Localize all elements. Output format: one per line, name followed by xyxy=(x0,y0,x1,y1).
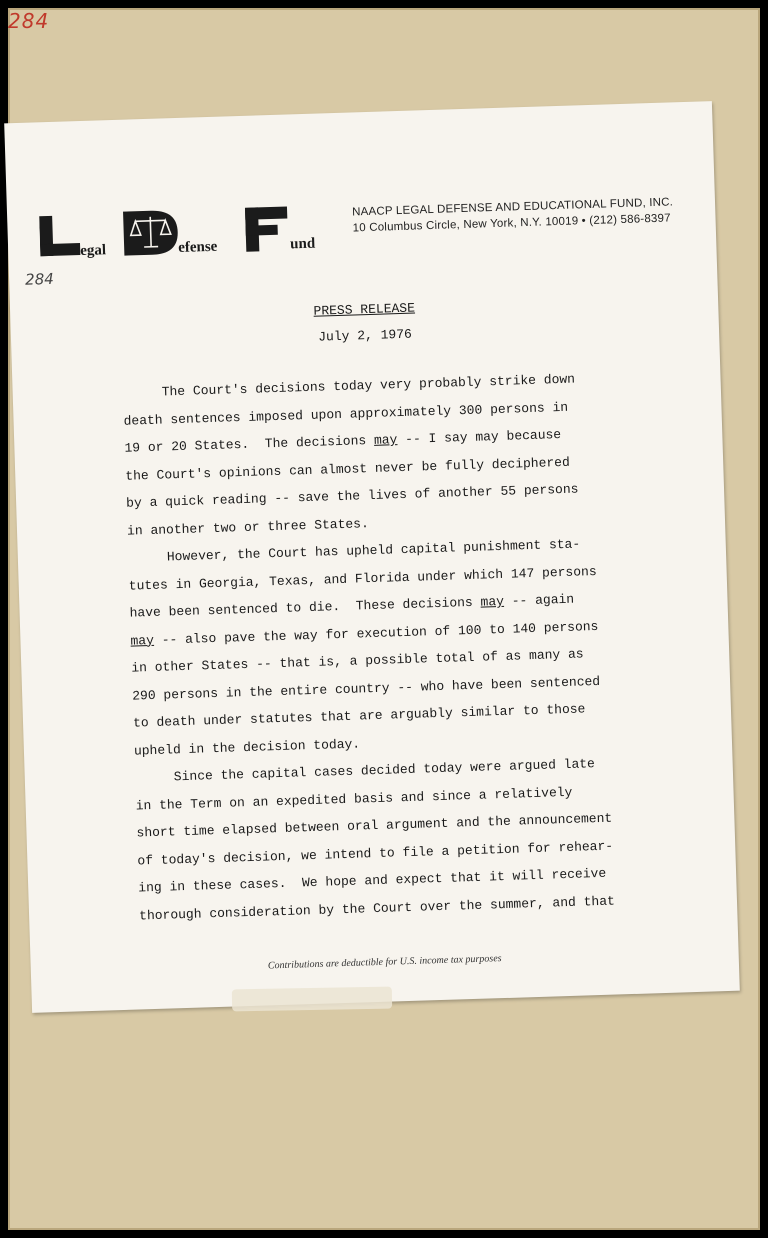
body-line-text: to death under statutes that are arguably similar to those xyxy=(132,701,586,731)
body-line-text: However, the Court has upheld capital punishment sta- xyxy=(127,536,581,566)
organization-name: NAACP LEGAL DEFENSE AND EDUCATIONAL FUND, INC. xyxy=(351,196,674,219)
body-line-text: in the Term on an expedited basis and since a relatively xyxy=(135,784,573,814)
press-release-title: PRESS RELEASE xyxy=(313,300,416,319)
body-line-text: -- again xyxy=(503,591,575,609)
press-release-date: July 2, 1976 xyxy=(318,326,413,345)
underlined-word: may xyxy=(130,632,155,649)
logo-word-efense: efense xyxy=(177,238,218,256)
body-line-text: the Court's opinions can almost never be fully deciphered xyxy=(125,454,571,484)
handwritten-page-number: 284 xyxy=(24,269,55,289)
body-line-text: 290 persons in the entire country -- who have been sentenced xyxy=(131,673,601,704)
body-line-text: in another two or three States. xyxy=(126,515,370,539)
logo-word-egal: egal xyxy=(79,242,107,260)
body-line-text: of today's decision, we intend to file a petition for rehear- xyxy=(137,838,614,869)
press-release-body xyxy=(122,364,639,929)
archive-number: 284 xyxy=(8,9,50,33)
body-line-text: ing in these cases. We hope and expect that it will receive xyxy=(138,865,607,896)
organization-info xyxy=(352,194,674,236)
body-line-text: in other States -- that is, a possible total of as many as xyxy=(131,646,584,676)
body-line-text: -- also pave the way for execution of 100 to 140 persons xyxy=(153,618,599,648)
underlined-word: may xyxy=(373,432,398,448)
press-release-page xyxy=(4,101,740,1013)
body-line-text: have been sentenced to die. These decisions xyxy=(129,594,481,621)
body-line-text: by a quick reading -- save the lives of another 55 persons xyxy=(125,481,579,511)
body-line-text: thorough consideration by the Court over the summer, and that xyxy=(138,893,616,923)
tax-deductible-footer: Contributions are deductible for U.S. income tax purposes xyxy=(267,953,502,972)
tape-strip xyxy=(232,987,392,1012)
body-line-text: 19 or 20 States. The decisions xyxy=(124,432,375,456)
underlined-word: may xyxy=(480,593,505,610)
body-line-text: short time elapsed between oral argument and the announcement xyxy=(136,810,613,841)
ldf-logo xyxy=(39,203,340,264)
organization-address: 10 Columbus Circle, New York, N.Y. 10019 • (212) 586-8397 xyxy=(352,212,671,235)
logo-word-und: und xyxy=(289,235,316,253)
body-line-text: Since the capital cases decided today were argued late xyxy=(134,756,596,786)
body-line-text: -- I say may because xyxy=(397,427,562,448)
body-line-text: upheld in the decision today. xyxy=(133,735,361,759)
body-line-text: death sentences imposed upon approximately 300 persons in xyxy=(123,399,569,429)
body-line-text: The Court's decisions today very probably strike down xyxy=(122,371,576,401)
body-line-text: tutes in Georgia, Texas, and Florida under which 147 persons xyxy=(128,563,597,594)
